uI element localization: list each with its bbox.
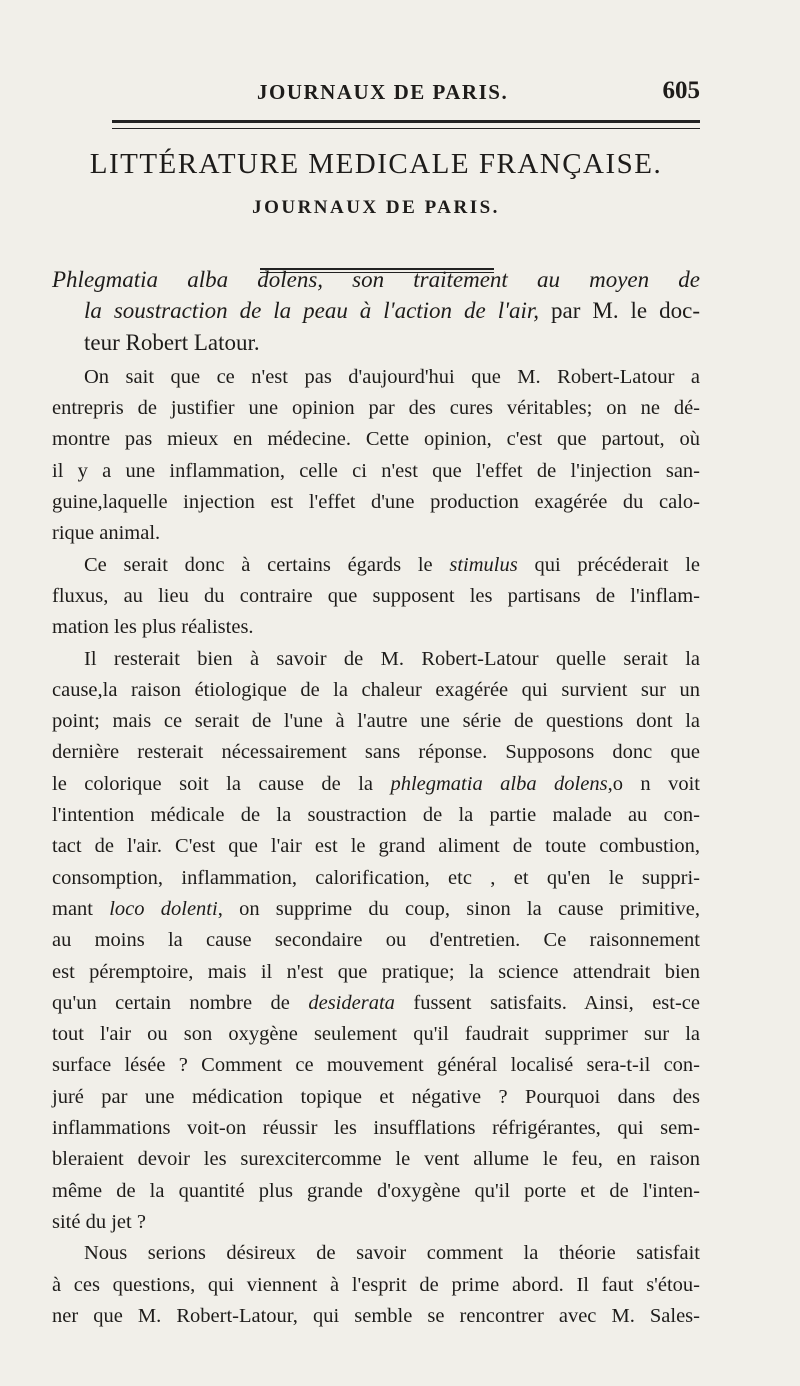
article-title-line: teur Robert Latour.: [84, 329, 260, 355]
paragraph-line: dernière resterait nécessairement sans réponse. Supposons donc que: [52, 741, 700, 764]
paragraph-line: à ces questions, qui viennent à l'esprit de prime abord. Il faut s'étou-: [52, 1273, 700, 1296]
running-head: [52, 77, 700, 110]
paragraph-line: Nous serions désireux de savoir comment la théorie satisfait: [84, 1242, 700, 1265]
paragraph-line: sité du jet ?: [52, 1210, 146, 1233]
paragraph-line: bleraient devoir les surexcitercomme le vent allume le feu, en raison: [52, 1148, 700, 1171]
paragraph-line: mation les plus réalistes.: [52, 616, 254, 639]
paragraph-line: juré par une médication topique et négative ? Pourquoi dans des: [52, 1085, 700, 1108]
paragraph-text: Ce serait donc à certains égards le: [84, 553, 450, 576]
paragraph-line: Il resterait bien à savoir de M. Robert-Latour quelle serait la: [84, 647, 700, 670]
paragraph-line: fluxus, au lieu du contraire que supposent les partisans de l'inflam-: [52, 584, 700, 607]
paragraph-line: consomption, inflammation, calorification, etc , et qu'en le suppri-: [52, 866, 700, 889]
paragraph-text: le colorique soit la cause de la: [52, 772, 391, 795]
paragraph-line: [52, 894, 700, 925]
paragraph-line: [52, 988, 700, 1019]
article-body: [52, 262, 700, 1332]
paragraph-text: qui précéderait le: [517, 553, 700, 576]
article-title-line: [52, 295, 700, 326]
paragraph-line: tout l'air ou son oxygène seulement qu'il faudrait supprimer sur la: [52, 1023, 700, 1046]
paragraph-1: [52, 362, 700, 550]
page-number: 605: [662, 77, 700, 104]
paragraph-text: fussent satisfaits. Ainsi, est-ce: [394, 991, 700, 1014]
paragraph-line: même de la quantité plus grande d'oxygène qu'il porte et de l'inten-: [52, 1179, 700, 1202]
article-title-italic: Phlegmatia alba dolens, son traitement au moyen de: [52, 267, 700, 292]
article-title: [52, 262, 700, 358]
section-title: LITTÉRATURE MEDICALE FRANÇAISE.: [89, 148, 663, 180]
paragraph-italic: loco dolenti: [109, 897, 218, 920]
paragraph-line: est péremptoire, mais il n'est que pratique; la science attendrait bien: [52, 960, 700, 983]
paragraph-line: guine,laquelle injection est l'effet d'une production exagérée du calo-: [52, 491, 700, 514]
paragraph-italic: stimulus: [449, 553, 518, 576]
paragraph-3: [52, 644, 700, 1239]
article-title-text: par M. le doc-: [539, 298, 700, 324]
header-double-rule: [112, 120, 700, 129]
paragraph-line: [52, 769, 700, 800]
paragraph-line: cause,la raison étiologique de la chaleur exagérée qui survient sur un: [52, 678, 700, 701]
paragraph-4: [52, 1238, 700, 1332]
paragraph-line: ner que M. Robert-Latour, qui semble se rencontrer avec M. Sales-: [52, 1304, 700, 1327]
paragraph-line: tact de l'air. C'est que l'air est le grand aliment de toute combustion,: [52, 835, 700, 858]
paragraph-line: montre pas mieux en médecine. Cette opinion, c'est que partout, où: [52, 428, 700, 451]
paragraph-line: surface lésée ? Comment ce mouvement général localisé sera-t-il con-: [52, 1054, 700, 1077]
paragraph-line: l'intention médicale de la soustraction de la partie malade au con-: [52, 804, 700, 827]
paragraph-2: [52, 550, 700, 644]
paragraph-text: mant: [52, 897, 110, 920]
paragraph-text: , on supprime du coup, sinon la cause primitive,: [217, 897, 700, 920]
paragraph-line: il y a une inflammation, celle ci n'est que l'effet de l'injection san-: [52, 459, 700, 482]
paragraph-line: inflammations voit-on réussir les insufflations réfrigérantes, qui sem-: [52, 1117, 700, 1140]
paragraph-text: qu'un certain nombre de: [52, 991, 309, 1014]
paragraph-line: au moins la cause secondaire ou d'entretien. Ce raisonnement: [52, 929, 700, 952]
paragraph-italic: phlegmatia alba dolens: [390, 772, 608, 795]
running-title: JOURNAUX DE PARIS.: [257, 80, 509, 104]
paragraph-line: point; mais ce serait de l'une à l'autre une série de questions dont la: [52, 710, 700, 733]
paragraph-line: rique animal.: [52, 522, 161, 545]
paragraph-line: entrepris de justifier une opinion par des cures véritables; on ne dé-: [52, 397, 700, 420]
article-title-line: [52, 264, 700, 295]
paragraph-italic: desiderata: [308, 991, 395, 1014]
article-title-italic: la soustraction de la peau à l'action de l'air,: [84, 298, 540, 324]
paragraph-line: [52, 550, 700, 581]
paragraph-text: ,o n voit: [607, 772, 700, 795]
paragraph-line: On sait que ce n'est pas d'aujourd'hui que M. Robert-Latour a: [84, 365, 700, 388]
section-subtitle: JOURNAUX DE PARIS.: [252, 197, 500, 218]
